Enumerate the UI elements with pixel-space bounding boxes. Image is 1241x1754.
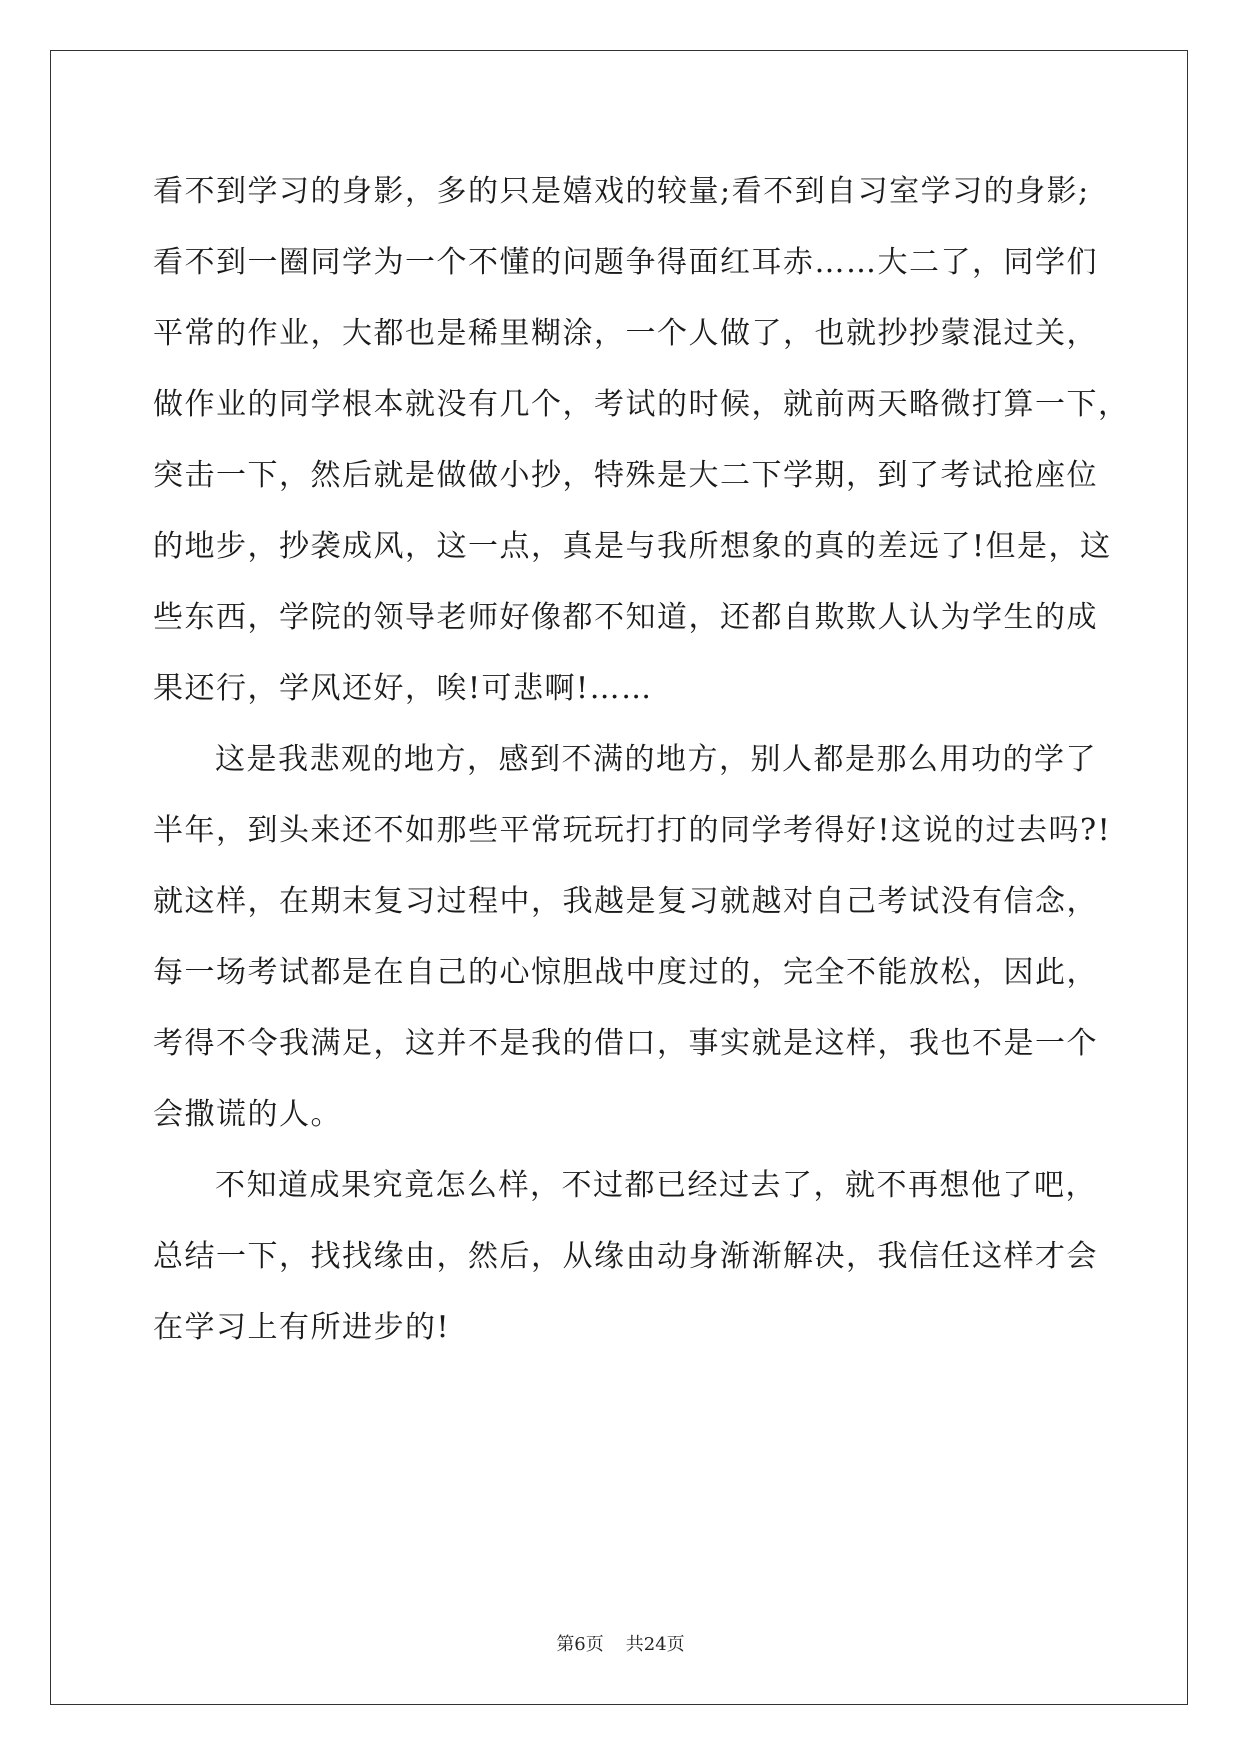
paragraph-start-line: 这是我悲观的地方，感到不满的地方，别人都是那么用功的学了 bbox=[215, 742, 1097, 777]
total-page-count: 共24页 bbox=[625, 1634, 685, 1655]
page-footer bbox=[0, 1634, 1241, 1656]
text-line: 突击一下，然后就是做做小抄，特殊是大二下学期，到了考试抢座位 bbox=[153, 458, 1098, 493]
text-line: 的地步，抄袭成风，这一点，真是与我所想象的真的差远了!但是，这 bbox=[153, 529, 1112, 564]
text-line: 看不到一圈同学为一个不懂的问题争得面红耳赤……大二了，同学们 bbox=[153, 245, 1098, 280]
text-line: 在学习上有所进步的! bbox=[153, 1310, 451, 1345]
text-line: 果还行，学风还好，唉!可悲啊!…… bbox=[153, 671, 653, 706]
text-line: 平常的作业，大都也是稀里糊涂，一个人做了，也就抄抄蒙混过关， bbox=[153, 316, 1098, 351]
text-line: 就这样，在期末复习过程中，我越是复习就越对自己考试没有信念， bbox=[153, 884, 1098, 919]
text-line: 看不到学习的身影，多的只是嬉戏的较量;看不到自习室学习的身影; bbox=[153, 174, 1090, 209]
current-page-number: 第6页 bbox=[556, 1634, 604, 1655]
text-line: 总结一下，找找缘由，然后，从缘由动身渐渐解决，我信任这样才会 bbox=[153, 1239, 1098, 1274]
text-line: 会撒谎的人。 bbox=[153, 1097, 342, 1132]
text-line: 半年，到头来还不如那些平常玩玩打打的同学考得好!这说的过去吗?! bbox=[153, 813, 1112, 848]
text-line: 考得不令我满足，这并不是我的借口，事实就是这样，我也不是一个 bbox=[153, 1026, 1098, 1061]
page-border bbox=[50, 50, 1188, 1705]
text-line: 做作业的同学根本就没有几个，考试的时候，就前两天略微打算一下， bbox=[153, 387, 1130, 422]
paragraph-start-line: 不知道成果究竟怎么样，不过都已经过去了，就不再想他了吧， bbox=[215, 1168, 1097, 1203]
text-line: 每一场考试都是在自己的心惊胆战中度过的，完全不能放松，因此， bbox=[153, 955, 1098, 990]
text-line: 些东西，学院的领导老师好像都不知道，还都自欺欺人认为学生的成 bbox=[153, 600, 1098, 635]
